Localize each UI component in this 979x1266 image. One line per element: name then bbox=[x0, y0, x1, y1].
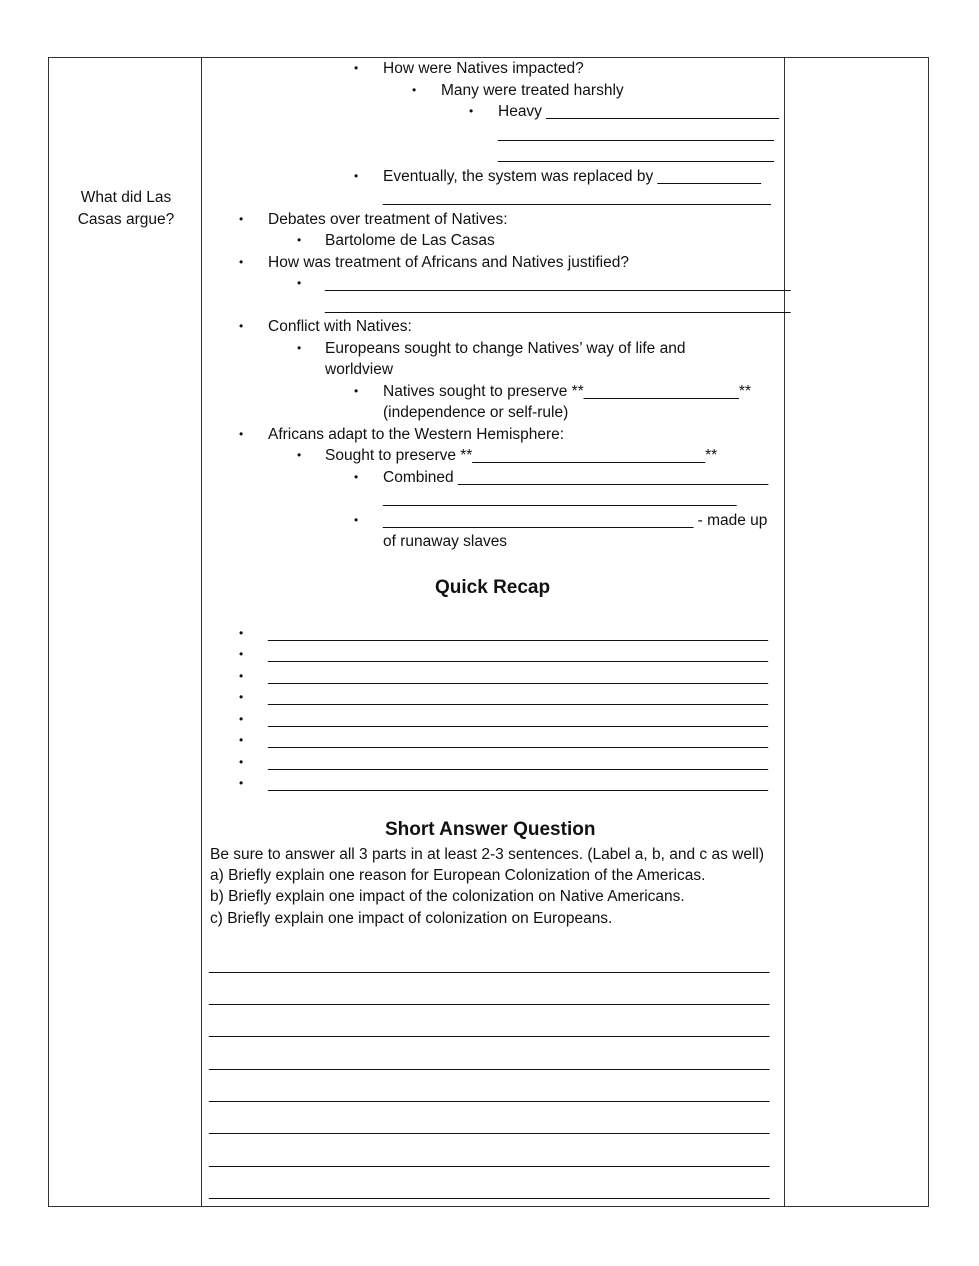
recap-line[interactable]: __________________________________________________________ bbox=[268, 646, 768, 663]
answer-blank[interactable]: _________________________________________ bbox=[383, 490, 737, 507]
outline-line: of runaway slaves bbox=[383, 533, 508, 550]
answer-line[interactable]: _________________________________________________________________ bbox=[209, 1086, 770, 1103]
instruction-line: b) Briefly explain one impact of the colonization on Native Americans. bbox=[210, 888, 685, 905]
recap-line[interactable]: __________________________________________________________ bbox=[268, 754, 768, 771]
bullet: • bbox=[354, 384, 359, 398]
outline-line: Combined ____________________________________ bbox=[383, 469, 769, 486]
bullet: • bbox=[239, 626, 244, 640]
recap-line[interactable]: __________________________________________________________ bbox=[268, 625, 768, 642]
bullet: • bbox=[239, 427, 244, 441]
outline-line: Conflict with Natives: bbox=[268, 318, 412, 335]
recap-line[interactable]: __________________________________________________________ bbox=[268, 711, 768, 728]
recap-line[interactable]: __________________________________________________________ bbox=[268, 668, 768, 685]
answer-line[interactable]: _________________________________________________________________ bbox=[209, 1183, 770, 1200]
bullet: • bbox=[297, 276, 302, 290]
outline-line: Natives sought to preserve **__________________** bbox=[383, 383, 751, 400]
answer-line[interactable]: _________________________________________________________________ bbox=[209, 1021, 770, 1038]
recap-line[interactable]: __________________________________________________________ bbox=[268, 775, 768, 792]
outline-line: worldview bbox=[325, 361, 394, 378]
bullet: • bbox=[354, 169, 359, 183]
cue-question: What did Las Casas argue? bbox=[77, 189, 175, 228]
outline-line: Sought to preserve **___________________________** bbox=[325, 447, 718, 464]
outline-line: Africans adapt to the Western Hemisphere: bbox=[268, 426, 565, 443]
bullet: • bbox=[239, 212, 244, 226]
instruction-line: c) Briefly explain one impact of colonization on Europeans. bbox=[210, 910, 613, 927]
column-divider-left bbox=[201, 58, 202, 1206]
quick-recap-title: Quick Recap bbox=[435, 577, 551, 598]
bullet: • bbox=[239, 776, 244, 790]
outline-line: How was treatment of Africans and Natives justified? bbox=[268, 254, 629, 271]
recap-line[interactable]: __________________________________________________________ bbox=[268, 732, 768, 749]
bullet: • bbox=[297, 341, 302, 355]
outline-line: How were Natives impacted? bbox=[383, 60, 584, 77]
outline-line: Eventually, the system was replaced by ____________ bbox=[383, 168, 761, 185]
bullet: • bbox=[239, 647, 244, 661]
bullet: • bbox=[469, 104, 474, 118]
bullet: • bbox=[239, 733, 244, 747]
answer-blank[interactable]: ________________________________ bbox=[498, 146, 774, 163]
bullet: • bbox=[239, 255, 244, 269]
answer-line[interactable]: _________________________________________________________________ bbox=[209, 1118, 770, 1135]
outline-line: Bartolome de Las Casas bbox=[325, 232, 495, 249]
outline-line: Many were treated harshly bbox=[441, 82, 624, 99]
outline-line: Debates over treatment of Natives: bbox=[268, 211, 508, 228]
instruction-line: Be sure to answer all 3 parts in at least 2-3 sentences. (Label a, b, and c as well) bbox=[210, 846, 764, 863]
answer-blank[interactable]: ______________________________________________________ bbox=[325, 297, 791, 314]
bullet: • bbox=[354, 470, 359, 484]
instruction-line: a) Briefly explain one reason for European Colonization of the Americas. bbox=[210, 867, 706, 884]
bullet: • bbox=[297, 448, 302, 462]
column-divider-right bbox=[784, 58, 785, 1206]
answer-line[interactable]: _________________________________________________________________ bbox=[209, 989, 770, 1006]
bullet: • bbox=[239, 755, 244, 769]
answer-blank[interactable]: _____________________________________________ bbox=[383, 189, 771, 206]
bullet: • bbox=[239, 319, 244, 333]
bullet: • bbox=[354, 513, 359, 527]
outline-line: Europeans sought to change Natives’ way of life and bbox=[325, 340, 686, 357]
short-answer-title: Short Answer Question bbox=[385, 819, 596, 840]
answer-line[interactable]: _________________________________________________________________ bbox=[209, 957, 770, 974]
answer-blank[interactable]: ________________________________ bbox=[498, 125, 774, 142]
bullet: • bbox=[239, 669, 244, 683]
bullet: • bbox=[297, 233, 302, 247]
bullet: • bbox=[239, 690, 244, 704]
answer-blank[interactable]: ______________________________________________________ bbox=[325, 275, 791, 292]
outline-line: (independence or self-rule) bbox=[383, 404, 569, 421]
answer-line[interactable]: _________________________________________________________________ bbox=[209, 1151, 770, 1168]
recap-line[interactable]: __________________________________________________________ bbox=[268, 689, 768, 706]
bullet: • bbox=[354, 61, 359, 75]
answer-line[interactable]: _________________________________________________________________ bbox=[209, 1054, 770, 1071]
bullet: • bbox=[239, 712, 244, 726]
bullet: • bbox=[412, 83, 417, 97]
outline-line: ____________________________________ - made up bbox=[383, 512, 768, 529]
outline-line: Heavy ___________________________ bbox=[498, 103, 779, 120]
